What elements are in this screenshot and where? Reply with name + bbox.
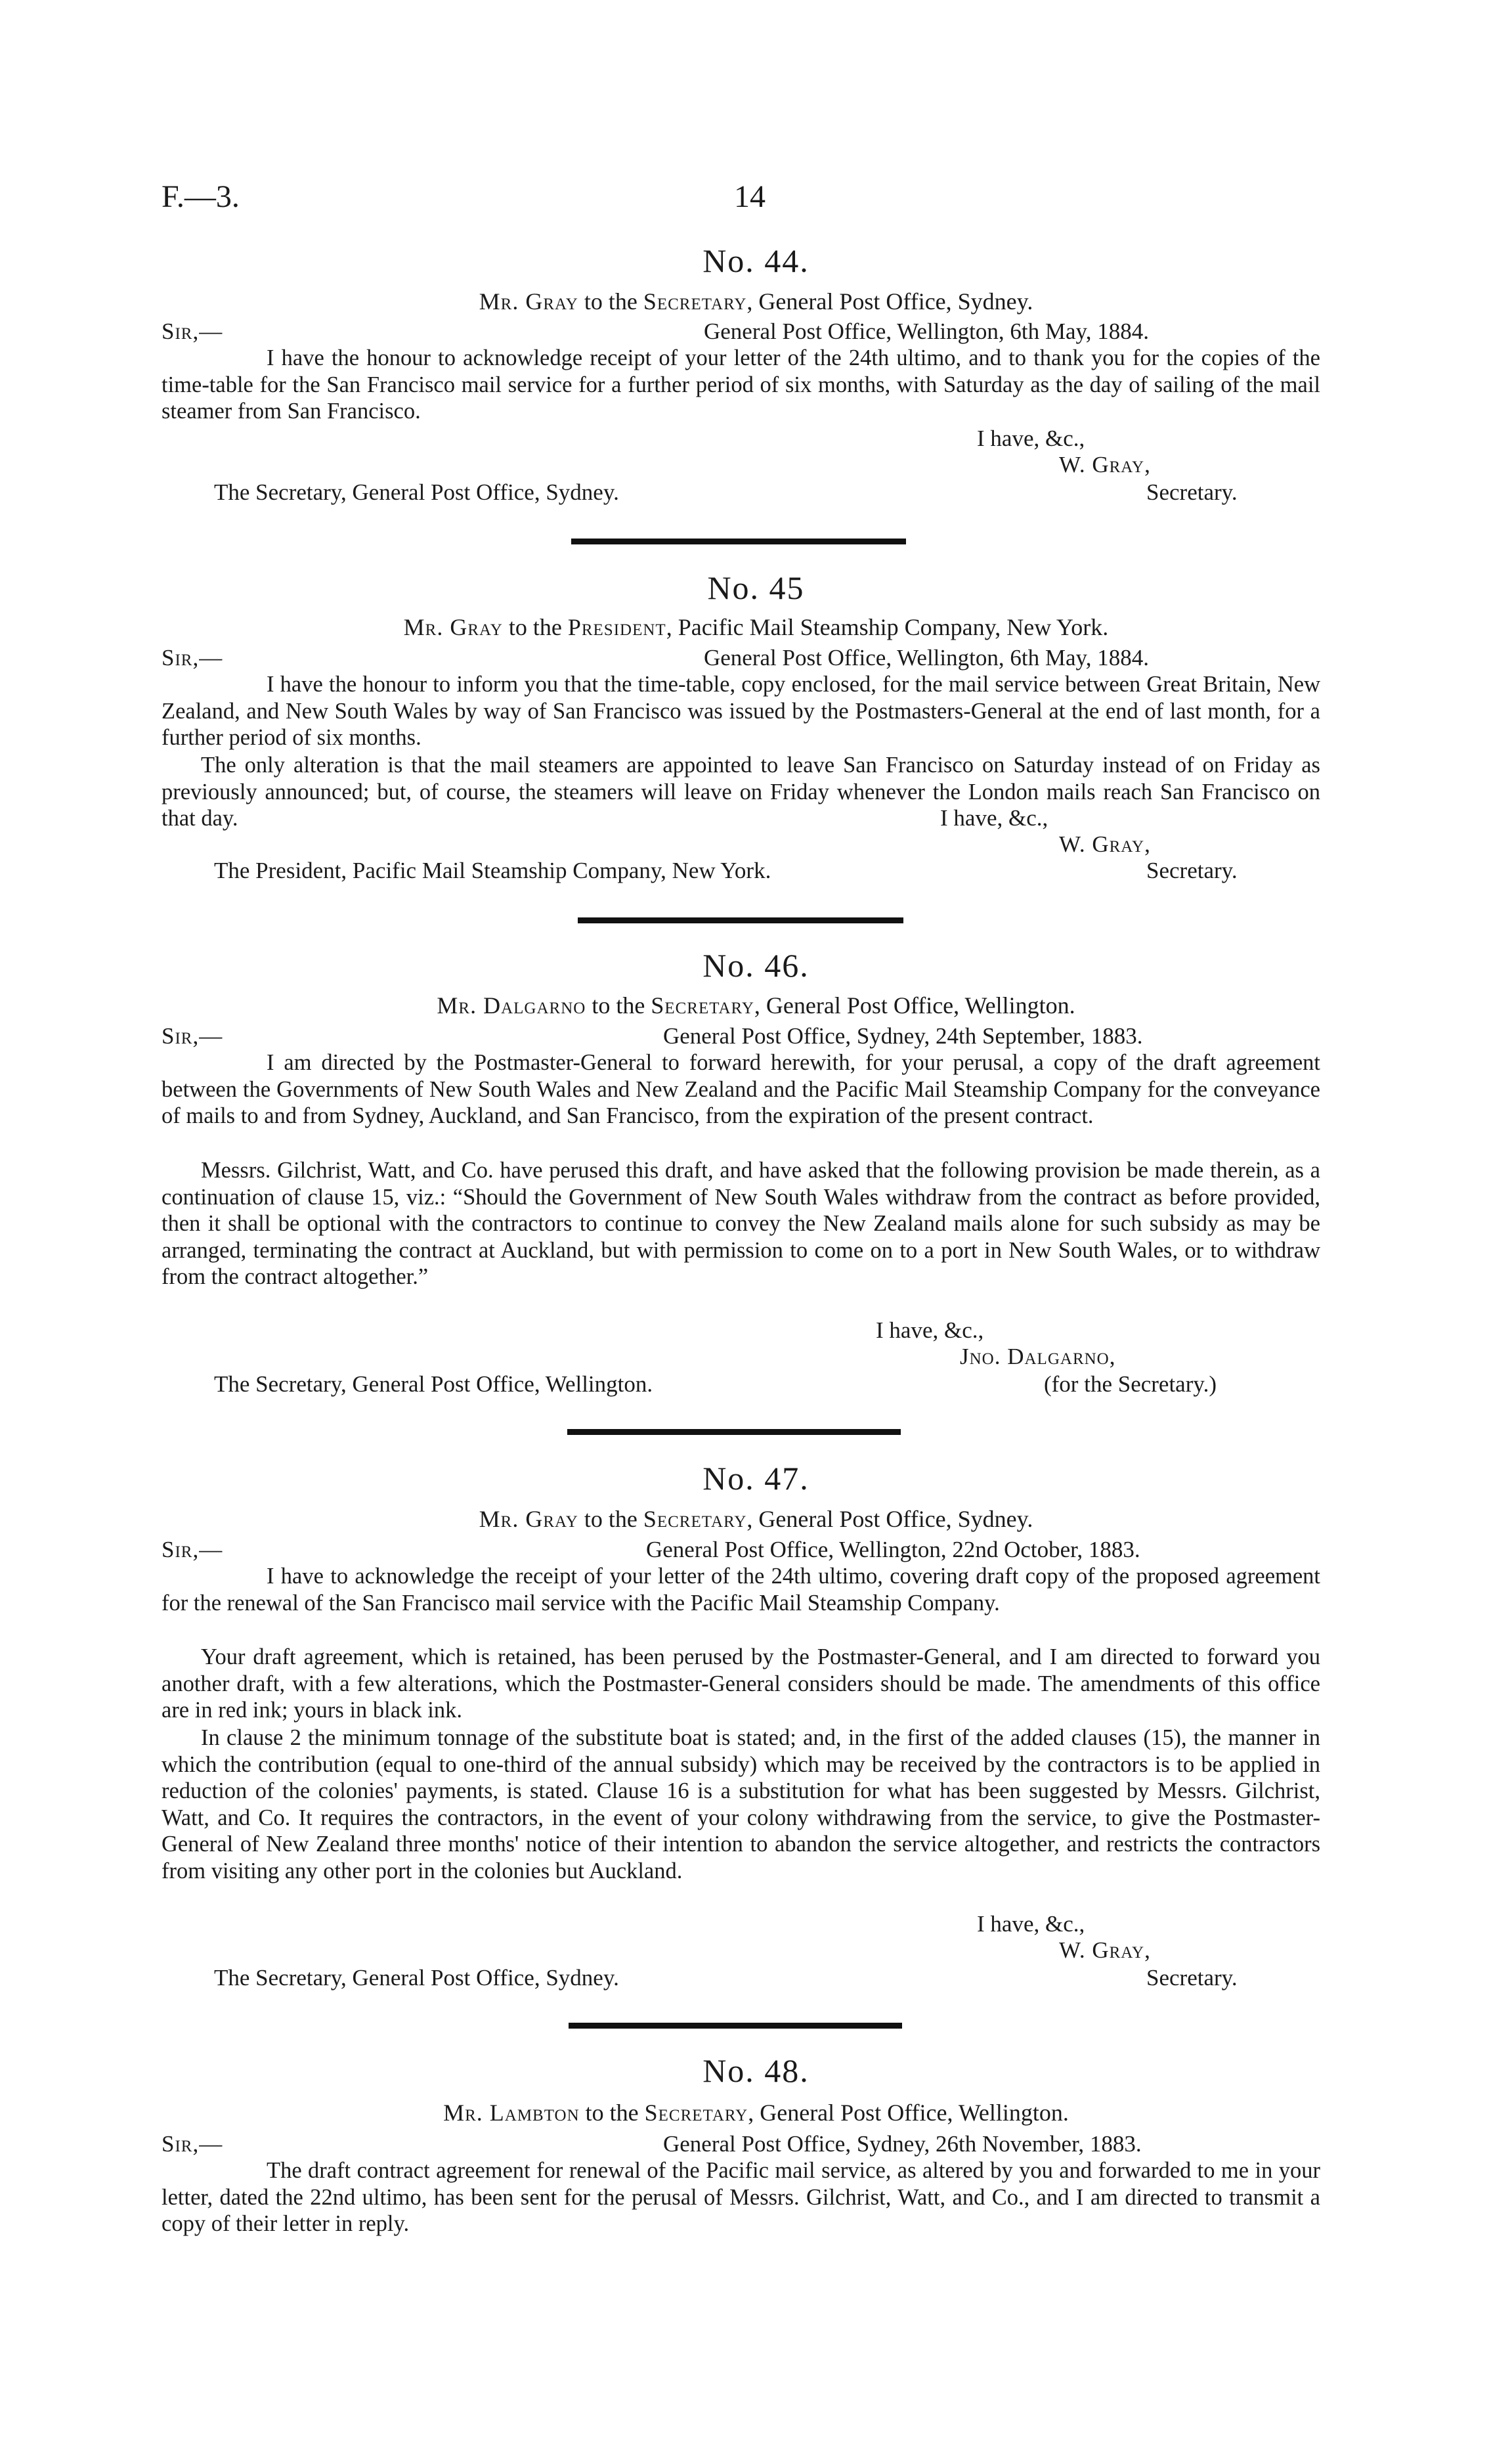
route-to-title: Secretary [643, 1506, 747, 1532]
place-date: General Post Office, Wellington, 6th May, 1884. [704, 319, 1149, 344]
route-to-title: Secretary [643, 288, 747, 315]
letter-route [0, 992, 1512, 1019]
route-to-title: Secretary [651, 992, 754, 1019]
letter-paragraph: The only alteration is that the mail steamers are appointed to leave San Francisco on Saturday instead of on Friday as previously announced; but, of course, the steamers will leave on Friday whenever the London mails reach San Francisco on that day. [162, 753, 1320, 831]
section-divider [569, 2023, 902, 2029]
route-mid: to the [579, 2100, 645, 2126]
route-to-rest: , General Post Office, Sydney. [746, 1506, 1033, 1532]
salutation: Sir,— [162, 1537, 223, 1562]
closing: I have, &c., [876, 1317, 984, 1343]
route-from: Mr. Gray [479, 1506, 578, 1532]
letter-number: No. 46. [702, 947, 810, 984]
letter-route [0, 613, 1512, 641]
route-to-rest: , General Post Office, Sydney. [746, 288, 1033, 315]
route-to-title: Secretary [644, 2100, 748, 2126]
signature-role: Secretary. [1146, 1965, 1238, 1991]
letter-paragraph: I have the honour to inform you that the time-table, copy enclosed, for the mail service between Great Britain, New Zealand, and New South Wales by way of San Francisco was issued by the Postmasters-General at the end of last month, for a further period of six months. [162, 672, 1320, 750]
place-date: General Post Office, Wellington, 6th May, 1884. [704, 645, 1149, 671]
signature-role: (for the Secretary.) [1044, 1371, 1217, 1397]
route-mid: to the [502, 614, 568, 640]
closing: I have, &c., [977, 426, 1085, 451]
addressee: The Secretary, General Post Office, Sydney. [214, 479, 619, 505]
route-to-rest: , General Post Office, Wellington. [748, 2100, 1069, 2126]
letter-route [0, 1505, 1512, 1533]
route-mid: to the [578, 288, 643, 315]
letter-route [0, 288, 1512, 315]
section-divider [578, 917, 903, 923]
letter-paragraph: Your draft agreement, which is retained, has been perused by the Postmaster-General, and I am directed to forward you another draft, with a few alterations, which the Postmaster-General considers should be made. The amendments of this office are in red ink; yours in black ink. [162, 1644, 1320, 1723]
closing: I have, &c., [977, 1911, 1085, 1937]
salutation: Sir,— [162, 319, 223, 344]
letter-paragraph: I am directed by the Postmaster-General to forward herewith, for your perusal, a copy of the draft agreement between the Governments of New South Wales and New Zealand and the Pacific Mail Steamship Company for the conveyance of mails to and from Sydney, Auckland, and San Francisco, from the expiration of the present contract. [162, 1050, 1320, 1128]
route-to-rest: , Pacific Mail Steamship Company, New York. [666, 614, 1109, 640]
salutation: Sir,— [162, 645, 223, 671]
page-number: 14 [734, 179, 766, 214]
section-divider [567, 1429, 901, 1435]
section-divider [571, 539, 906, 544]
letter-paragraph: In clause 2 the minimum tonnage of the substitute boat is stated; and, in the first of the added clauses (15), the manner in which the contribution (equal to one-third of the annual subsidy) which may be received by the contractors is to be applied in reduction of the colonies' payments, is stated. Clause 16 is a substitution for what has been suggested by Messrs. Gilchrist, Watt, and Co. It requires the contractors, in the event of your colony withdrawing from the service, to give the Postmaster-General of New Zealand three months' notice of their intention to abandon the service altogether, and restricts the contractors from visiting any other port in the colonies but Auckland. [162, 1725, 1320, 1883]
signature: W. Gray, [1059, 831, 1151, 857]
letter-number: No. 44. [702, 242, 810, 279]
route-from: Mr. Gray [479, 288, 578, 315]
signature-role: Secretary. [1146, 858, 1238, 883]
signature: Jno. Dalgarno, [960, 1344, 1116, 1369]
document-reference: F.—3. [162, 179, 240, 214]
addressee: The Secretary, General Post Office, Sydney. [214, 1965, 619, 1991]
addressee: The Secretary, General Post Office, Wellington. [214, 1371, 653, 1397]
salutation: Sir,— [162, 1023, 223, 1049]
signature-role: Secretary. [1146, 479, 1238, 505]
letter-number: No. 47. [702, 1460, 810, 1497]
letter-paragraph: I have to acknowledge the receipt of your letter of the 24th ultimo, covering draft copy of the proposed agreement for the renewal of the San Francisco mail service with the Pacific Mail Steamship Company. [162, 1564, 1320, 1616]
letter-paragraph: Messrs. Gilchrist, Watt, and Co. have perused this draft, and have asked that the following provision be made therein, as a continuation of clause 15, viz.: “Should the Government of New South Wales withdraw from the contract as before provided, then it shall be optional with the contractors to continue to convey the New Zealand mails alone for such subsidy as may be arranged, terminating the contract at Auckland, but with permission to come on to a port in New South Wales, or to withdraw from the contract altogether.” [162, 1158, 1320, 1289]
addressee: The President, Pacific Mail Steamship Company, New York. [214, 858, 771, 883]
route-to-rest: , General Post Office, Wellington. [754, 992, 1075, 1019]
letter-route [0, 2099, 1512, 2126]
place-date: General Post Office, Wellington, 22nd October, 1883. [646, 1537, 1140, 1562]
signature: W. Gray, [1059, 452, 1151, 477]
letter-number: No. 45 [707, 569, 805, 606]
route-mid: to the [586, 992, 651, 1019]
closing: I have, &c., [931, 805, 1048, 831]
route-from: Mr. Lambton [443, 2100, 580, 2126]
letter-number: No. 48. [702, 2052, 810, 2089]
signature: W. Gray, [1059, 1937, 1151, 1963]
route-mid: to the [578, 1506, 643, 1532]
letter-paragraph: I have the honour to acknowledge receipt of your letter of the 24th ultimo, and to thank you for the copies of the time-table for the San Francisco mail service for a further period of six months, with Saturday as the day of sailing of the mail steamer from San Francisco. [162, 345, 1320, 424]
route-to-title: President [567, 614, 666, 640]
letter-paragraph: The draft contract agreement for renewal of the Pacific mail service, as altered by you and forwarded to me in your letter, dated the 22nd ultimo, has been sent for the perusal of Messrs. Gilchrist, Watt, and Co., and I am directed to transmit a copy of their letter in reply. [162, 2158, 1320, 2236]
route-from: Mr. Dalgarno [437, 992, 586, 1019]
salutation: Sir,— [162, 2131, 223, 2157]
place-date: General Post Office, Sydney, 26th November, 1883. [663, 2131, 1142, 2157]
route-from: Mr. Gray [403, 614, 503, 640]
place-date: General Post Office, Sydney, 24th September, 1883. [663, 1023, 1143, 1049]
